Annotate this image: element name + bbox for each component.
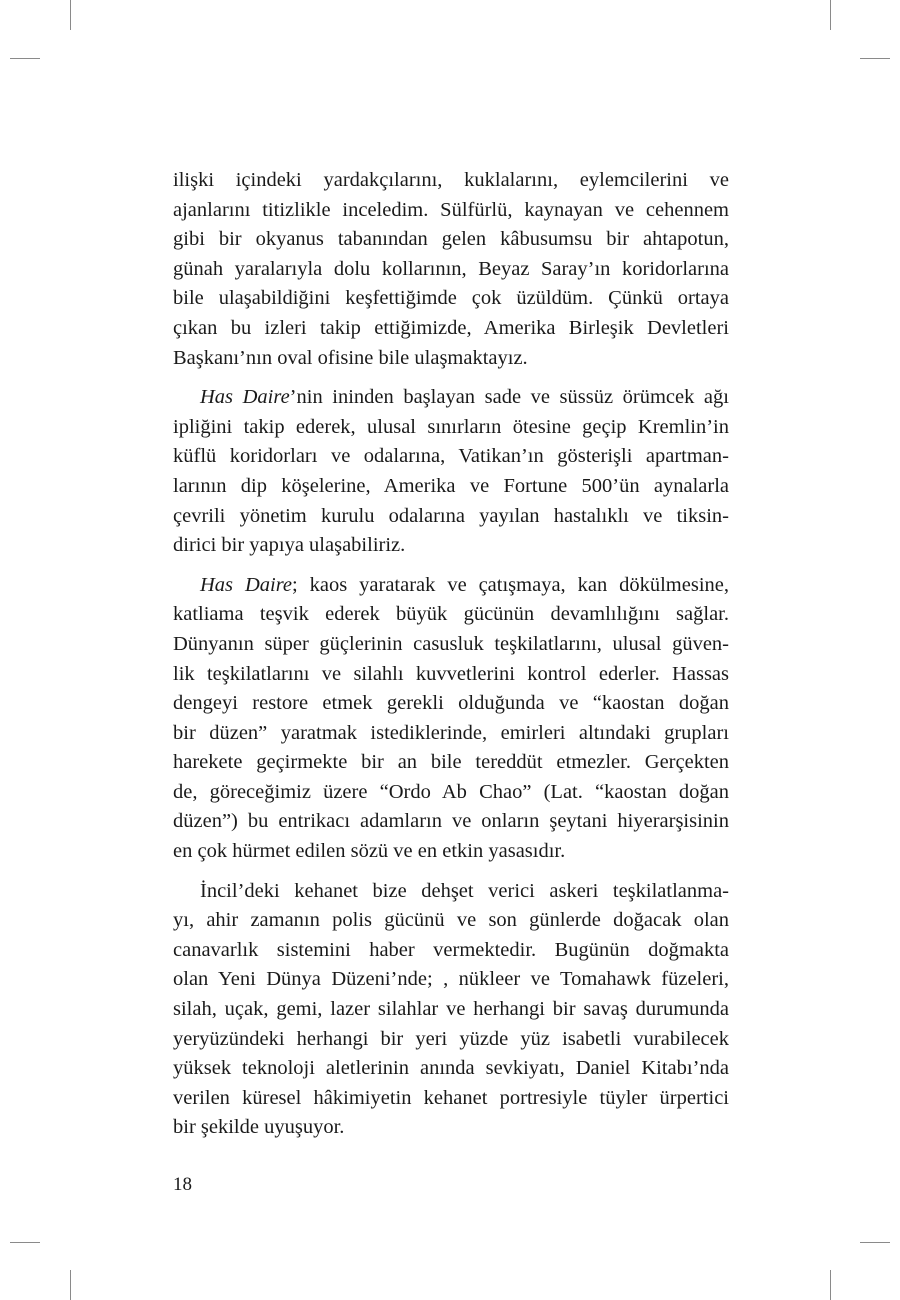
paragraph-4 [173,877,729,1143]
crop-mark-right-top [860,58,890,59]
text-line: lik teşkilatlarını ve silahlı kuvvetlerini kontrol ederler. Hassas [173,662,729,685]
crop-mark-bottom-left [70,1270,71,1300]
text-line: Dünyanın süper güçlerinin casusluk teşkilatlarını, ulusal güven- [173,632,729,655]
crop-mark-top-right [830,0,831,30]
text-line: dirici bir yapıya ulaşabiliriz. [173,534,406,557]
paragraph-1 [173,166,729,373]
text-line: yüksek teknoloji aletlerinin anında sevkiyatı, Daniel Kitabı’nda [173,1057,729,1080]
text-line: küflü koridorları ve odalarına, Vatikan’ın gösterişli apartman- [173,445,729,468]
text-line: bir şekilde uyuşuyor. [173,1116,345,1139]
text-line: İncil’deki kehanet bize dehşet verici askeri teşkilatlanma- [200,879,729,902]
crop-mark-bottom-right [830,1270,831,1300]
text-line [173,571,729,601]
text-line: verilen küresel hâkimiyetin kehanet portresiyle tüyler ürpertici [173,1086,729,1109]
text-line: de, göreceğimiz üzere “Ordo Ab Chao” (Lat. “kaostan doğan [173,780,729,803]
text-line: Başkanı’nın oval ofisine bile ulaşmaktayız. [173,346,528,369]
text-run: ; kaos yaratarak ve çatışmaya, kan dökülmesine, [292,573,729,596]
page-number: 18 [173,1174,192,1195]
paragraph-2 [173,383,729,561]
text-line: canavarlık sistemini haber vermektedir. Bugünün doğmakta [173,938,729,961]
italic-term: Has Daire [200,386,290,409]
crop-mark-left-top [10,58,40,59]
text-line: harekete geçirmekte bir an bile tereddüt etmezler. Gerçekten [173,751,729,774]
text-line: düzen”) bu entrikacı adamların ve onların şeytani hiyerarşisinin [173,810,729,833]
crop-mark-top-left [70,0,71,30]
text-line: bir düzen” yaratmak istediklerinde, emirleri altındaki grupları [173,721,729,744]
text-line: olan Yeni Dünya Düzeni’nde; , nükleer ve Tomahawk füzeleri, [173,968,729,991]
text-line: katliama teşvik ederek büyük gücünün devamlılığını sağlar. [173,603,729,626]
text-line: ipliğini takip ederek, ulusal sınırların ötesine geçip Kremlin’in [173,415,729,438]
crop-mark-left-bottom [10,1242,40,1243]
paragraph-3 [173,571,729,867]
text-line: silah, uçak, gemi, lazer silahlar ve herhangi bir savaş durumunda [173,998,729,1021]
crop-mark-right-bottom [860,1242,890,1243]
text-line: çıkan bu izleri takip ettiğimizde, Amerika Birleşik Devletleri [173,316,729,339]
text-line: yı, ahir zamanın polis gücünü ve son günlerde doğacak olan [173,909,729,932]
text-line: yeryüzündeki herhangi bir yeri yüzde yüz isabetli vurabilecek [173,1027,729,1050]
text-line: larının dip köşelerine, Amerika ve Fortune 500’ün aynalarla [173,474,729,497]
text-line: bile ulaşabildiğini keşfettiğimde çok üzüldüm. Çünkü ortaya [173,287,729,310]
text-line: en çok hürmet edilen sözü ve en etkin yasasıdır. [173,840,566,863]
text-run: ’nin ininden başlayan sade ve süssüz örümcek ağı [289,386,729,409]
text-line [173,383,729,413]
body-text [173,166,729,1143]
text-line: gibi bir okyanus tabanından gelen kâbusumsu bir ahtapotun, [173,228,729,251]
text-line: dengeyi restore etmek gerekli olduğunda ve “kaostan doğan [173,692,729,715]
italic-term: Has Daire [200,573,293,596]
text-line: ilişki içindeki yardakçılarını, kuklalarını, eylemcilerini ve [173,169,729,191]
text-line: günah yaralarıyla dolu kollarının, Beyaz Saray’ın koridorlarına [173,257,729,280]
text-line: çevrili yönetim kurulu odalarına yayılan hastalıklı ve tiksin- [173,504,729,527]
text-line: ajanlarını titizlikle inceledim. Sülfürlü, kaynayan ve cehennem [173,198,729,221]
